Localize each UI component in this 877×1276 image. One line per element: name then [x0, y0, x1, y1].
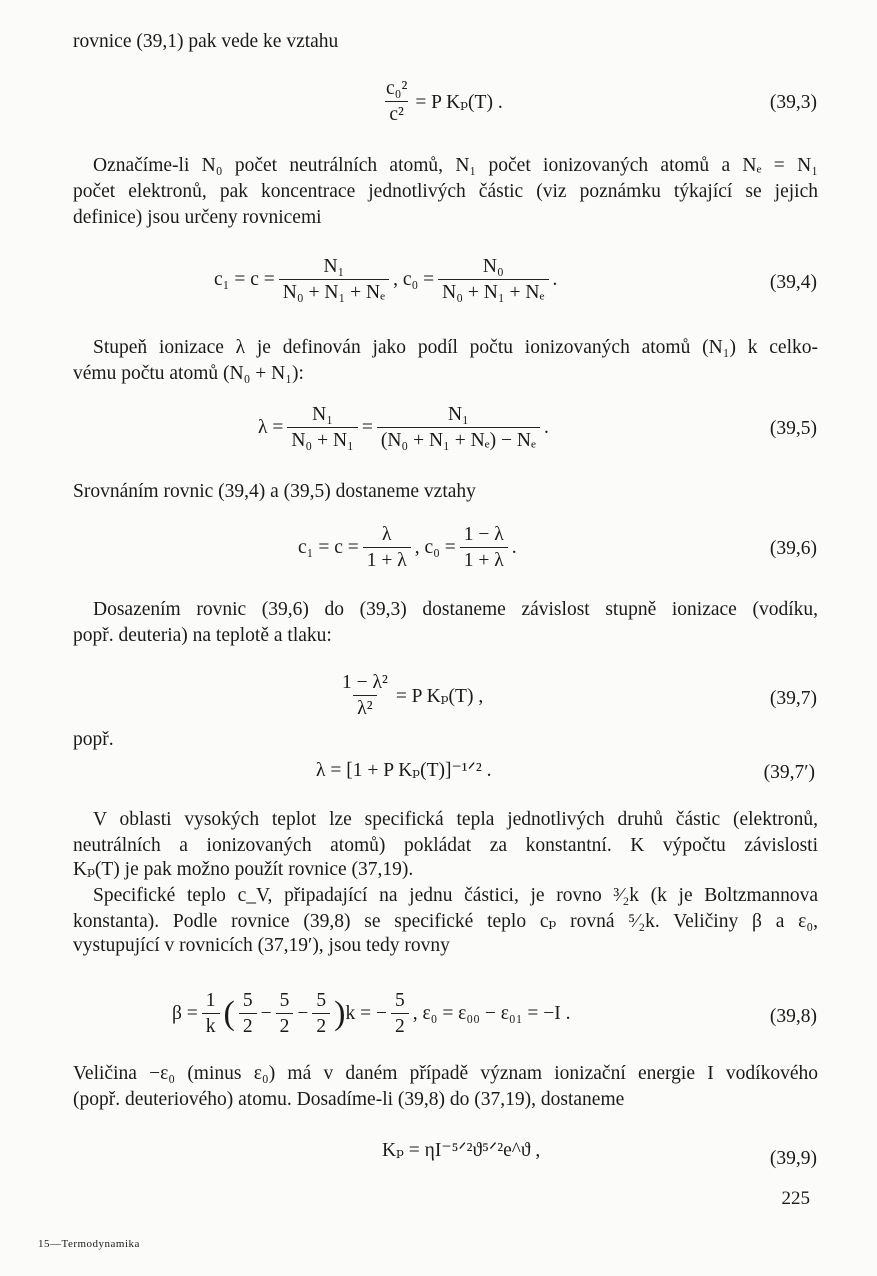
lhs: β =: [172, 1003, 198, 1024]
mid: , c₀ =: [414, 537, 456, 558]
lhs: c₁ = c =: [298, 537, 359, 558]
denominator: 2: [239, 1013, 257, 1038]
denominator: 2: [312, 1013, 330, 1038]
numerator: 5: [279, 990, 290, 1011]
denominator: 2: [391, 1013, 409, 1038]
mid: k = −: [345, 1003, 387, 1024]
numerator: 5: [242, 990, 253, 1011]
mid: , c₀ =: [393, 269, 435, 290]
paragraph-line: vému počtu atomů (N₀ + N₁):: [73, 363, 304, 384]
numerator: λ: [381, 524, 392, 545]
denominator: k: [202, 1013, 220, 1038]
lhs: λ =: [258, 417, 284, 438]
paragraph-line: Veličina −ε₀ (minus ε₀) má v daném případě význam ionizační energie I vodíkového: [73, 1063, 818, 1084]
numerator: N₁: [312, 404, 334, 425]
left-paren: (: [223, 995, 235, 1032]
denominator: (N₀ + N₁ + Nₑ) − Nₑ: [377, 427, 540, 452]
equation-label: (39,4): [769, 272, 817, 293]
denominator: N₀ + N₁ + Nₑ: [438, 279, 548, 304]
paragraph-line: konstanta). Podle rovnice (39,8) se specifické teplo cₚ rovná ⁵⁄₂k. Veličiny β a ε₀,: [73, 911, 818, 932]
equation-label: (39,6): [769, 538, 817, 559]
period: .: [552, 269, 558, 290]
equation-39-4: [214, 256, 557, 304]
equation-label: (39,8): [769, 1006, 817, 1027]
equation-label: (39,7′): [763, 762, 815, 783]
denominator: c²: [385, 101, 408, 126]
denominator: λ²: [353, 695, 376, 720]
paragraph-line: Stupeň ionizace λ je definován jako podíl počtu ionizovaných atomů (N₁) k celko-: [93, 337, 818, 358]
paragraph-line: neutrálních a ionizovaných atomů) pokládat za konstantní. K výpočtu závislosti: [73, 835, 818, 856]
paragraph-line: Dosazením rovnic (39,6) do (39,3) dostaneme závislost stupně ionizace (vodíku,: [93, 599, 818, 620]
paragraph-line: V oblasti vysokých teplot lze specifická tepla jednotlivých druhů částic (elektronů,: [93, 809, 818, 830]
paragraph-line: počet elektronů, pak koncentrace jednotlivých částic (viz poznámku týkající se jejich: [73, 181, 818, 202]
intro-text: rovnice (39,1) pak vede ke vztahu: [73, 31, 339, 52]
equation-39-5: [258, 404, 549, 452]
period: .: [511, 537, 517, 558]
mid: =: [361, 417, 373, 438]
paragraph-line: popř. deuteria) na teplotě a tlaku:: [73, 625, 332, 646]
paragraph-line: vystupující v rovnicích (37,19′), jsou tedy rovny: [73, 935, 450, 956]
equation-39-8: β = $\frac{1}{k}$ ( $\frac{5}{2}$ − $\frac{5}{2}$ − $\frac{5}{2}$ ) k = − $\frac{5}{2}$ , ε₀ = ε₀₀ − ε₀₁ = −I .: [172, 990, 571, 1037]
rhs: = P Kₚ(T) .: [415, 92, 503, 113]
equation-39-7-prime: λ = [1 + P Kₚ(T)]⁻¹ᐟ² .: [316, 760, 492, 781]
equation-39-6: [298, 524, 517, 572]
equation-label: (39,7): [769, 688, 817, 709]
paragraph-line: Označíme-li N₀ počet neutrálních atomů, N₁ počet ionizovaných atomů a Nₑ = N₁: [93, 155, 818, 176]
equation-label: (39,3): [769, 92, 817, 113]
denominator: 2: [276, 1013, 294, 1038]
numerator: 1 − λ²: [342, 672, 388, 693]
numerator: N₀: [482, 256, 504, 277]
equation-39-9: Kₚ = ηI⁻⁵ᐟ²ϑ⁵ᐟ²e^ϑ ,: [382, 1140, 541, 1161]
equation-label: (39,9): [769, 1148, 817, 1169]
paragraph-line: Srovnáním rovnic (39,4) a (39,5) dostaneme vztahy: [73, 481, 476, 502]
rhs: = P Kₚ(T) ,: [395, 686, 484, 707]
lhs: c₁ = c =: [214, 269, 275, 290]
right-paren: ): [334, 995, 346, 1032]
numerator: c₀²: [386, 78, 408, 99]
denominator: N₀ + N₁ + Nₑ: [279, 279, 389, 304]
numerator: 5: [394, 990, 405, 1011]
paragraph-line: definice) jsou určeny rovnicemi: [73, 207, 322, 228]
footer-signature: 15—Termodynamika: [38, 1238, 140, 1250]
epsilon-relation: , ε₀ = ε₀₀ − ε₀₁ = −I .: [412, 1003, 571, 1024]
paragraph-line: Kₚ(T) je pak možno použít rovnice (37,19).: [73, 859, 414, 880]
numerator: 1: [205, 990, 216, 1011]
page-number: 225: [781, 1188, 810, 1209]
equation-39-7: [334, 672, 483, 720]
denominator: 1 + λ: [460, 547, 508, 572]
numerator: 5: [316, 990, 327, 1011]
numerator: N₁: [323, 256, 345, 277]
popr-text: popř.: [73, 729, 114, 750]
denominator: N₀ + N₁: [287, 427, 358, 452]
paragraph-line: (popř. deuteriového) atomu. Dosadíme-li (39,8) do (37,19), dostaneme: [73, 1089, 625, 1110]
period: .: [544, 417, 549, 438]
equation-label: (39,5): [769, 418, 817, 439]
paragraph-line: Specifické teplo c_V, připadající na jednu částici, je rovno ³⁄₂k (k je Boltzmannova: [93, 885, 818, 906]
numerator: 1 − λ: [463, 524, 504, 545]
numerator: N₁: [447, 404, 469, 425]
denominator: 1 + λ: [363, 547, 411, 572]
equation-39-3: [378, 78, 503, 126]
